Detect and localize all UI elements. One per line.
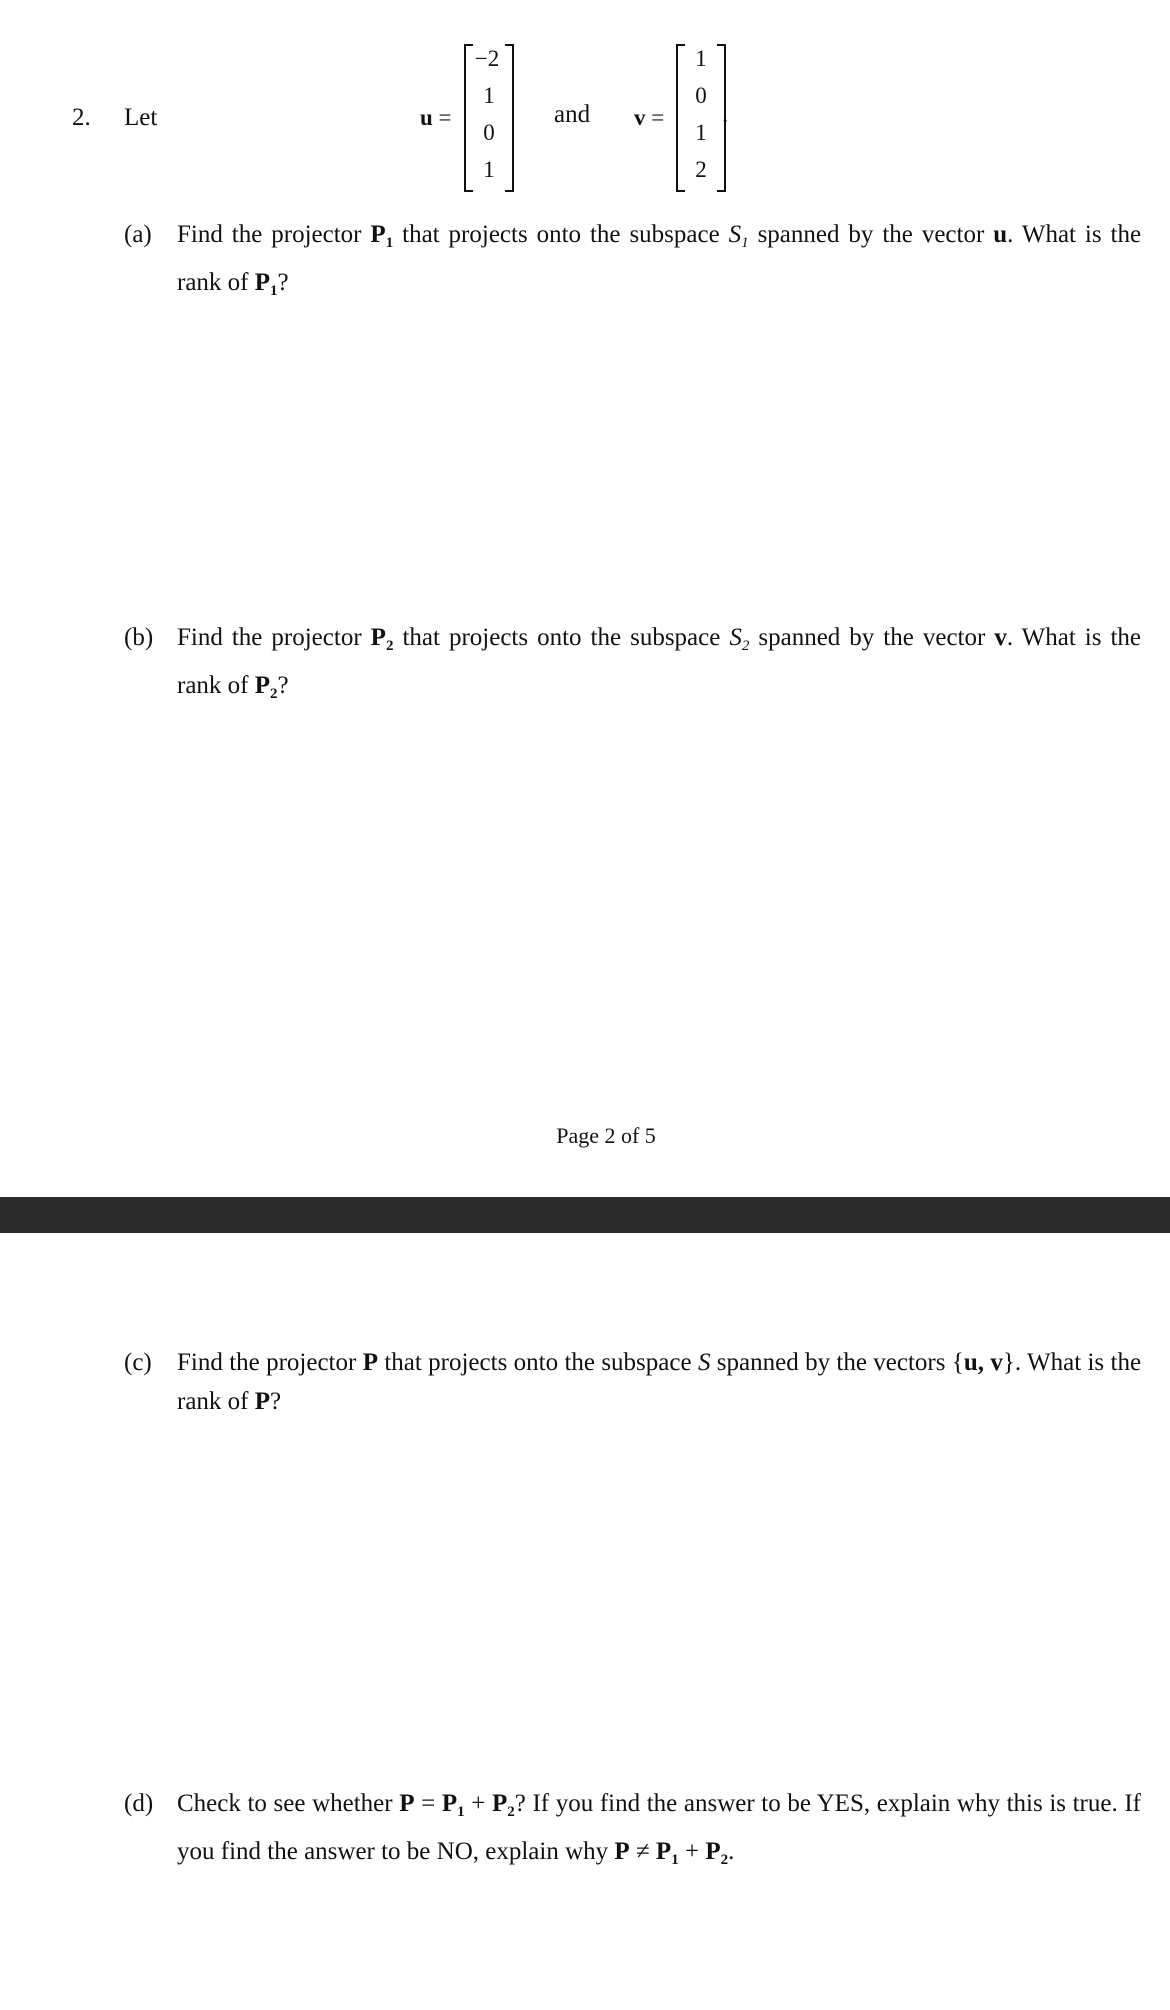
subspace-s2-symbol: $S_2$ [729, 624, 750, 654]
projector-p2-symbol: $P_2$ [370, 624, 394, 654]
vector-u-symbol: u [993, 221, 1008, 248]
equation-not-equal: $P \ne P_1 + P_2$ [614, 1838, 729, 1868]
problem-intro: Let [124, 104, 158, 131]
v-symbol: v [634, 105, 646, 130]
u-matrix [464, 44, 514, 192]
vector-v-symbol-c: v [990, 1349, 1003, 1376]
page-divider [0, 1197, 1170, 1233]
u-entry-2: 1 [483, 83, 495, 108]
vector-u-symbol-c: u [963, 1349, 978, 1376]
page-number: Page 2 of 5 [556, 1123, 656, 1148]
v-matrix [676, 44, 729, 192]
vector-period: . [722, 101, 729, 128]
subspace-s1-symbol: $S_1$ [728, 221, 749, 251]
v-equals: = [651, 105, 665, 130]
v-entry-1: 1 [695, 46, 707, 71]
u-symbol: u [420, 105, 433, 130]
u-label [420, 103, 452, 133]
v-entry-2: 0 [695, 83, 707, 108]
part-d-question: Check to see whether $P = P_1 + P_2$? If you find the answer to be YES, explain why this is true. If you find the answer to be NO, explain why $P \ne P_1 + P_2$. [177, 1790, 1141, 1868]
part-b-label: (b) [124, 624, 154, 651]
connector-and: and [554, 101, 591, 128]
u-entry-1: −2 [474, 46, 500, 71]
u-entry-3: 0 [483, 120, 495, 145]
projector-p2-symbol-rank: $P_2$ [254, 672, 278, 702]
part-d-label: (d) [124, 1790, 154, 1817]
part-a-label: (a) [124, 221, 152, 248]
v-label [634, 103, 664, 133]
part-a-question: Find the projector $P_1$ that projects onto the subspace $S_1$ spanned by the vector u. What is the rank of $P_1$? [177, 221, 1142, 299]
problem-number: 2. [72, 104, 91, 131]
vector-v-symbol: v [994, 624, 1007, 651]
part-c-question: Find the projector P that projects onto the subspace S spanned by the vectors {u, v}. What is the rank of P? [177, 1349, 1142, 1415]
projector-p1-symbol: $P_1$ [370, 221, 394, 251]
u-entry-4: 1 [483, 157, 495, 182]
equation-sum: $P = P_1 + P_2$ [399, 1790, 515, 1820]
projector-p1-symbol-rank: $P_1$ [254, 269, 278, 299]
v-entry-3: 1 [695, 120, 707, 145]
u-equals: = [438, 105, 452, 130]
part-b-question: Find the projector $P_2$ that projects onto the subspace $S_2$ spanned by the vector v. What is the rank of $P_2$? [177, 624, 1142, 702]
projector-p-symbol-rank: P [254, 1388, 271, 1415]
v-entry-4: 2 [695, 157, 707, 182]
part-c-label: (c) [124, 1349, 152, 1376]
projector-p-symbol: P [362, 1349, 378, 1376]
subspace-s-symbol: S [697, 1349, 711, 1376]
